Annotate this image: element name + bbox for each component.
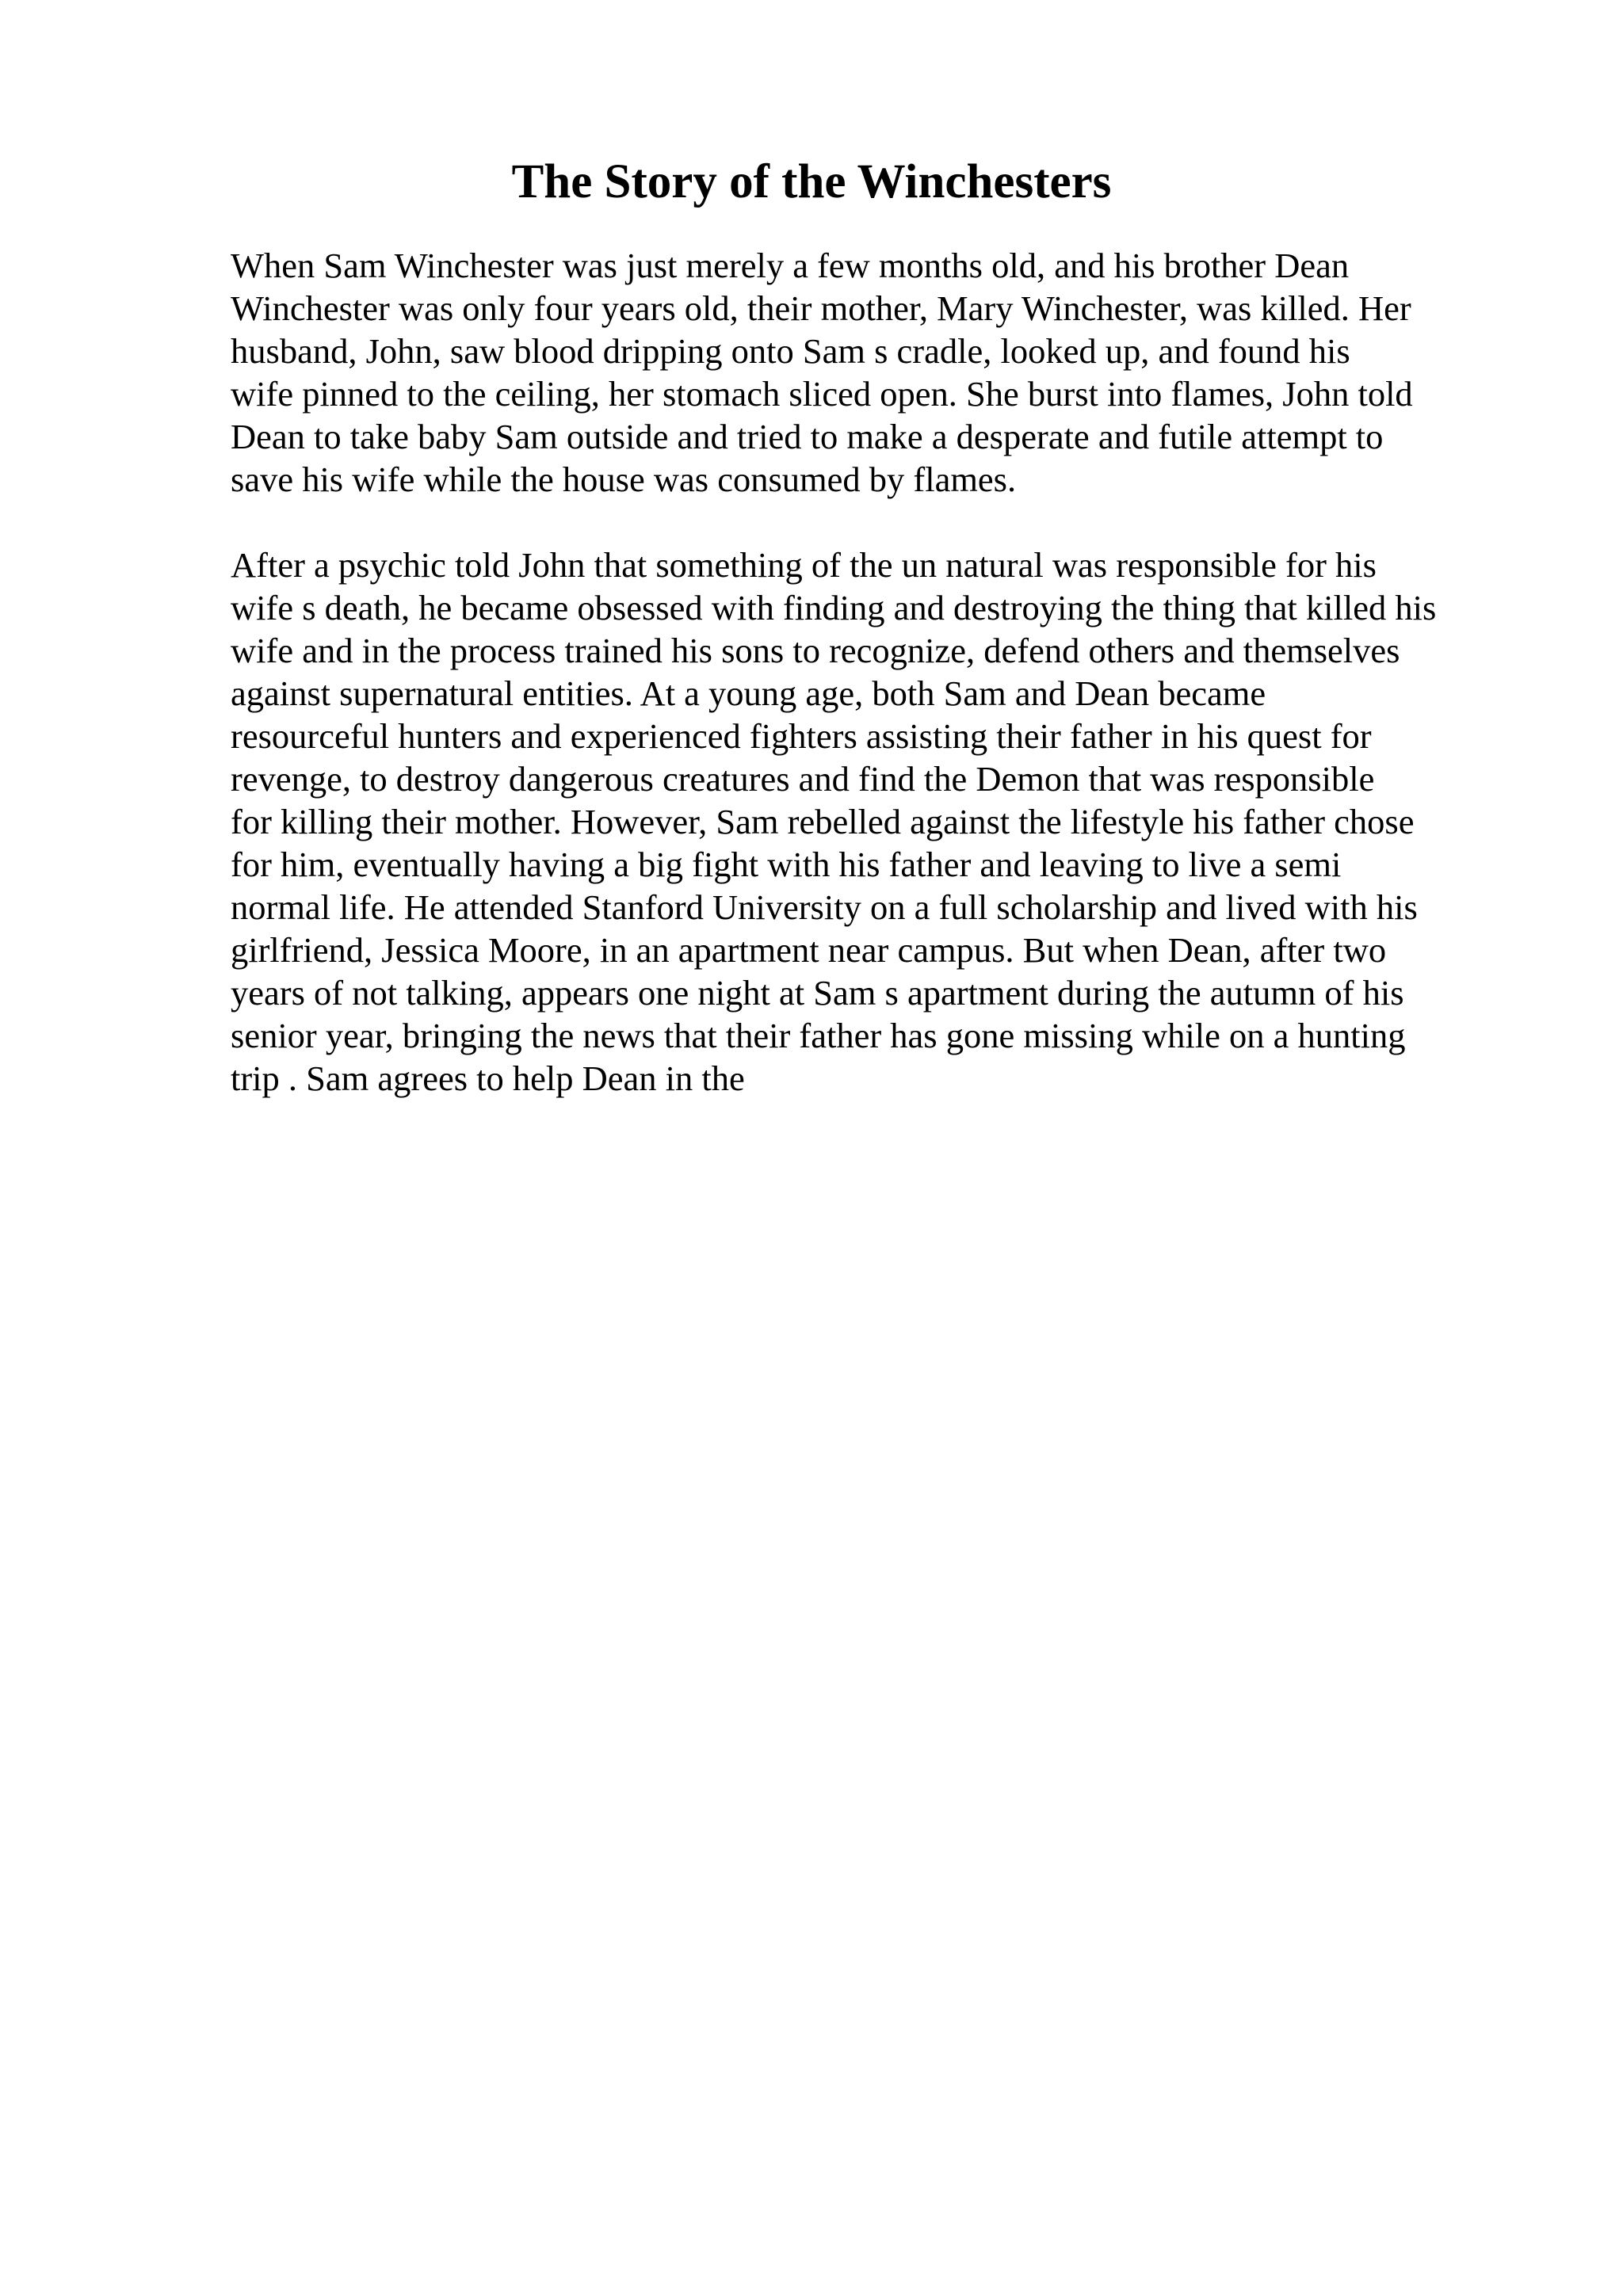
text-line: for killing their mother. However, Sam rebelled against the lifestyle his father chose — [231, 802, 1415, 841]
text-line: for him, eventually having a big fight with his father and leaving to live a semi — [231, 845, 1342, 884]
text-line: years of not talking, appears one night at Sam s apartment during the autumn of his — [231, 973, 1404, 1013]
text-line: wife and in the process trained his sons to recognize, defend others and themselves — [231, 631, 1400, 670]
paragraph-1 — [231, 244, 1514, 501]
text-line: When Sam Winchester was just merely a few months old, and his brother Dean — [231, 246, 1350, 285]
paragraph-2 — [231, 543, 1514, 1100]
text-line: normal life. He attended Stanford University on a full scholarship and lived with his — [231, 887, 1418, 927]
text-line: Winchester was only four years old, their mother, Mary Winchester, was killed. Her — [231, 288, 1411, 328]
text-line: girlfriend, Jessica Moore, in an apartment near campus. But when Dean, after two — [231, 930, 1387, 970]
document-title: The Story of the Winchesters — [511, 155, 1112, 208]
text-line: wife s death, he became obsessed with finding and destroying the thing that killed his — [231, 588, 1437, 627]
text-line: trip . Sam agrees to help Dean in the — [231, 1058, 745, 1098]
text-line: save his wife while the house was consumed by flames. — [231, 460, 1017, 499]
document-body — [231, 244, 1514, 1100]
text-line: After a psychic told John that something of the un natural was responsible for his — [231, 545, 1377, 585]
text-line: wife pinned to the ceiling, her stomach sliced open. She burst into flames, John told — [231, 374, 1413, 414]
text-line: husband, John, saw blood dripping onto Sam s cradle, looked up, and found his — [231, 331, 1350, 371]
text-line: senior year, bringing the news that their father has gone missing while on a hunting — [231, 1016, 1406, 1055]
text-line: Dean to take baby Sam outside and tried to make a desperate and futile attempt to — [231, 417, 1384, 456]
text-line: against supernatural entities. At a young age, both Sam and Dean became — [231, 673, 1266, 713]
text-line: resourceful hunters and experienced fighters assisting their father in his quest for — [231, 716, 1372, 756]
text-line: revenge, to destroy dangerous creatures and find the Demon that was responsible — [231, 759, 1375, 799]
